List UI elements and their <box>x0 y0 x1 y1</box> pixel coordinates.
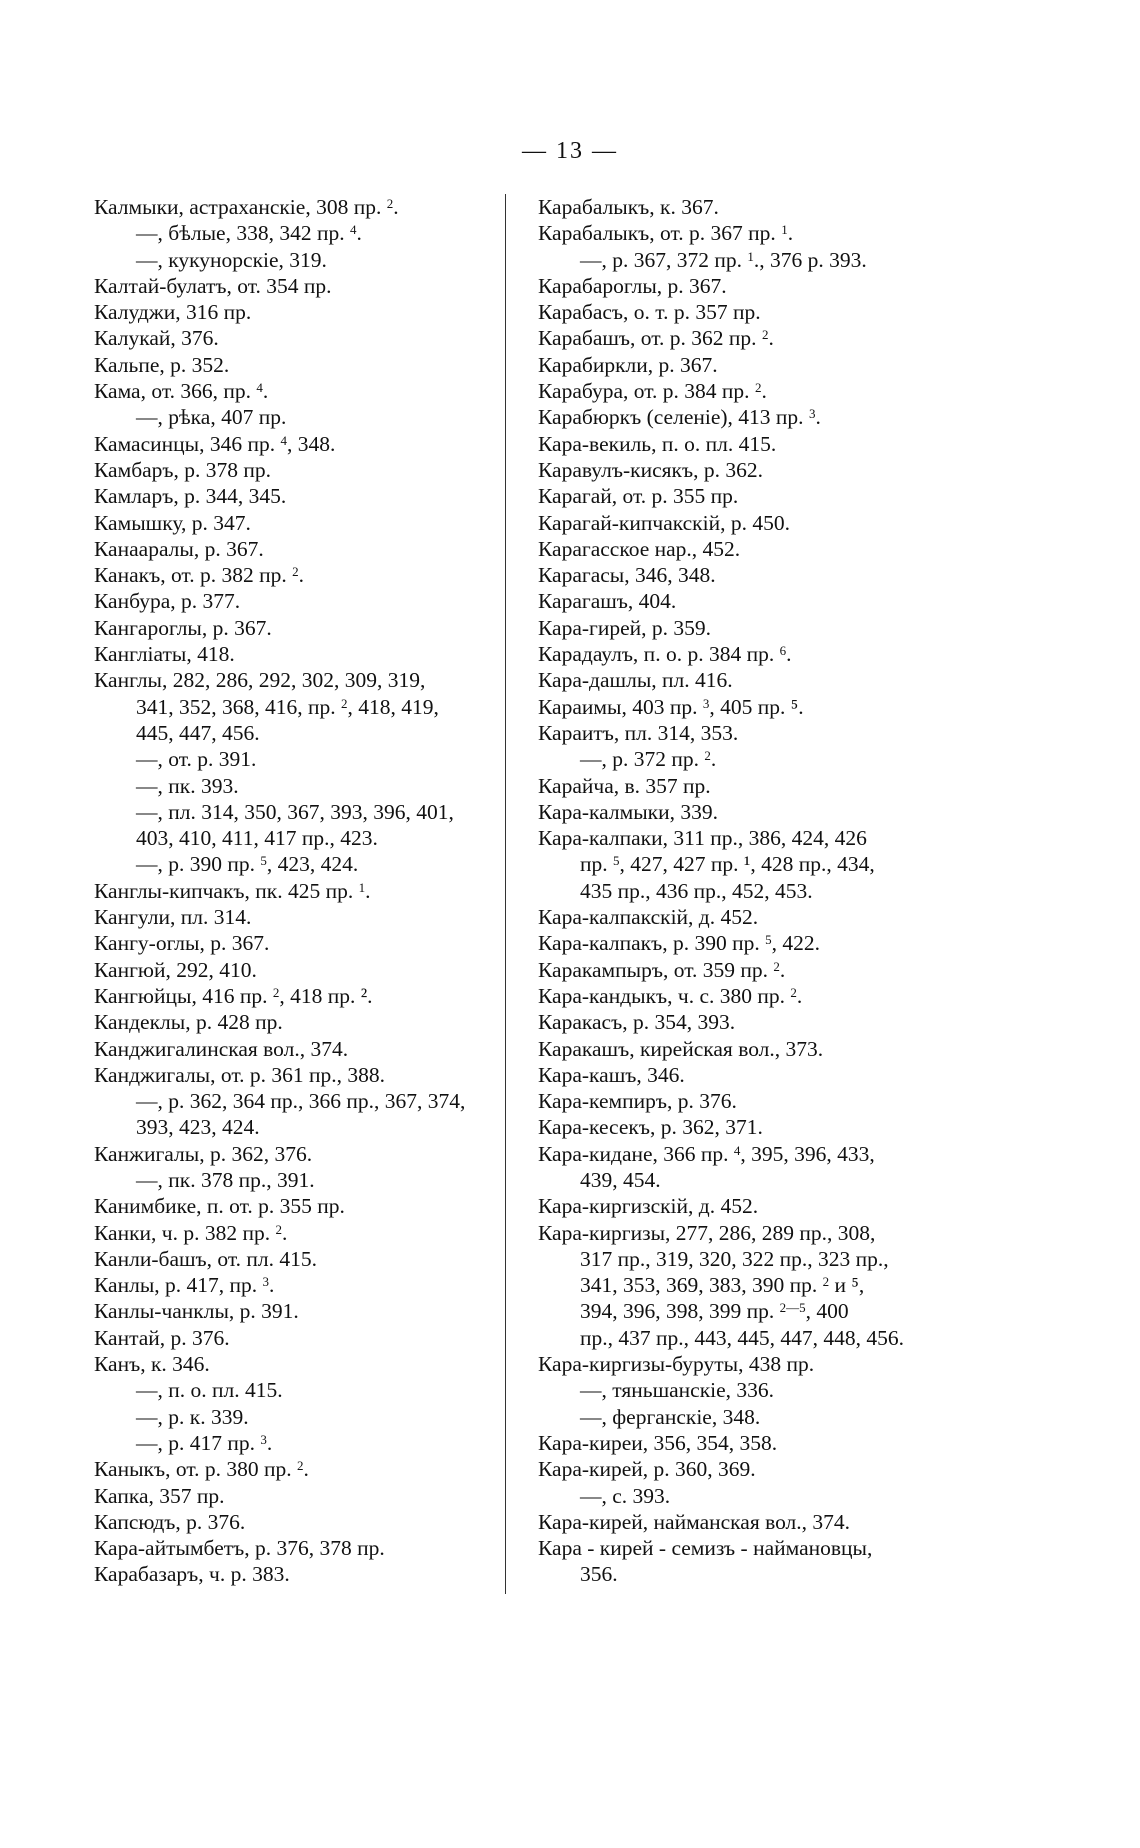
index-entry <box>538 1483 938 1509</box>
footnote-marker: 2 <box>761 327 769 343</box>
index-entry <box>538 510 938 536</box>
entry-text-tail: . <box>710 747 717 772</box>
index-entry <box>538 1009 938 1035</box>
entry-text: Капсюдъ, р. 376. <box>94 1509 246 1534</box>
entry-text: Канджигалы, от. р. 361 пр., 388. <box>94 1062 386 1087</box>
entry-text: —, р. к. 339. <box>136 1404 249 1429</box>
index-entry <box>94 1483 504 1509</box>
footnote-marker: 2 <box>297 1458 304 1474</box>
entry-text: Капка, 357 пр. <box>94 1483 225 1508</box>
index-entry <box>94 325 504 351</box>
footnote-marker: 2 <box>754 380 762 396</box>
index-entry <box>538 273 938 299</box>
entry-text: Карабалыкъ, к. 367. <box>538 195 719 219</box>
index-entry <box>94 1325 504 1351</box>
entry-text: Канки, ч. р. 382 пр. <box>94 1220 276 1245</box>
index-entry <box>94 1220 504 1246</box>
footnote-marker: 3 <box>808 406 816 422</box>
index-entry <box>538 825 938 851</box>
index-entry <box>94 799 504 825</box>
entry-text: Камасинцы, 346 пр. <box>94 431 281 456</box>
footnote-marker: 4 <box>280 432 287 448</box>
entry-text: Кара-кандыкъ, ч. с. 380 пр. <box>538 983 791 1008</box>
entry-text: Карабазаръ, ч. р. 383. <box>94 1562 290 1587</box>
index-entry <box>538 720 938 746</box>
index-entry <box>94 588 504 614</box>
index-entry <box>538 536 938 562</box>
entry-text-tail: . <box>282 1220 288 1245</box>
entry-text: Каныкъ, от. р. 380 пр. <box>94 1457 297 1482</box>
index-entry <box>94 510 504 536</box>
index-entry <box>538 1561 938 1587</box>
index-entry <box>94 1009 504 1035</box>
entry-text-tail: . <box>266 1430 273 1455</box>
entry-text: Канлы-чанклы, р. 391. <box>94 1299 299 1324</box>
index-entry <box>94 904 504 930</box>
index-entry <box>94 1141 504 1167</box>
index-entry <box>94 746 504 772</box>
index-entry <box>94 247 504 273</box>
index-entry <box>538 1456 938 1482</box>
footnote-marker: 2 <box>275 1221 283 1237</box>
index-entry <box>94 720 504 746</box>
index-entry <box>94 404 504 430</box>
entry-text: 439, 454. <box>580 1167 661 1192</box>
entry-text: Кангюй, 292, 410. <box>94 957 257 982</box>
entry-text: Каракампыръ, от. 359 пр. <box>538 957 774 982</box>
index-entry <box>538 588 938 614</box>
entry-text: 393, 423, 424. <box>136 1115 260 1140</box>
index-entry <box>94 1351 504 1377</box>
footnote-marker: 4 <box>256 380 263 396</box>
index-entry <box>94 536 504 562</box>
entry-text: Канъ, к. 346. <box>94 1352 210 1377</box>
entry-text: —, кукунорскіе, 319. <box>136 247 327 272</box>
index-entry <box>538 1404 938 1430</box>
entry-text-tail: . <box>303 1457 309 1482</box>
entry-text: —, р. 390 пр. <box>136 852 261 877</box>
entry-text-tail: ., 376 р. 393. <box>753 247 867 272</box>
entry-text: Каравулъ-кисякъ, р. 362. <box>538 457 763 482</box>
entry-text: Калуджи, 316 пр. <box>94 300 252 325</box>
entry-text: Кара-кемпиръ, р. 376. <box>538 1089 737 1114</box>
entry-text: Кара-киреи, 356, 354, 358. <box>538 1430 778 1455</box>
index-entry <box>538 1351 938 1377</box>
index-entry <box>94 220 504 246</box>
entry-text: Карагай-кипчакскій, р. 450. <box>538 510 790 535</box>
index-entry <box>94 1430 504 1456</box>
index-entry <box>94 378 504 404</box>
entry-text: —, р. 362, 364 пр., 366 пр., 367, 374, <box>136 1089 466 1114</box>
entry-text: Карабиркли, р. 367. <box>538 352 718 377</box>
entry-text: —, пл. 314, 350, 367, 393, 396, 401, <box>136 799 454 824</box>
entry-text: Карабура, от. р. 384 пр. <box>538 379 755 404</box>
footnote-marker: 5 <box>260 853 267 869</box>
entry-text-tail: . <box>787 221 794 246</box>
index-entry <box>538 562 938 588</box>
index-entry <box>538 483 938 509</box>
entry-text-tail: . <box>761 379 767 404</box>
entry-text: —, рѣка, 407 пр. <box>136 405 287 430</box>
index-entry <box>94 431 504 457</box>
index-entry <box>538 194 938 220</box>
entry-text-tail: . <box>262 379 269 404</box>
entry-text: Карагай, от. р. 355 пр. <box>538 484 739 509</box>
entry-text: Канбура, р. 377. <box>94 589 241 614</box>
entry-text: —, пк. 378 пр., 391. <box>136 1167 315 1192</box>
entry-text: —, бѣлые, 338, 342 пр. <box>136 221 350 246</box>
entry-text: Карагасы, 346, 348. <box>538 563 716 588</box>
entry-text: Кара-кидане, 366 пр. <box>538 1141 734 1166</box>
entry-text: Кара-калпакъ, р. 390 пр. <box>538 931 766 956</box>
index-entry <box>538 930 938 956</box>
index-entry <box>94 273 504 299</box>
entry-text: Кальпе, р. 352. <box>94 352 230 377</box>
index-entry <box>538 1325 938 1351</box>
index-entry <box>94 615 504 641</box>
entry-text-tail: . <box>815 405 821 430</box>
index-entry <box>538 1141 938 1167</box>
footnote-marker: 2 <box>773 958 780 974</box>
index-entry <box>94 930 504 956</box>
footnote-marker: 2 <box>790 984 797 1000</box>
footnote-marker: 1 <box>747 248 754 264</box>
entry-text: Кара-киргизскій, д. 452. <box>538 1194 759 1219</box>
entry-text: Кара-айтымбетъ, р. 376, 378 пр. <box>94 1536 385 1561</box>
index-entry <box>94 1246 504 1272</box>
entry-text: Карабашъ, от. р. 362 пр. <box>538 326 762 351</box>
footnote-marker: 2 <box>292 564 299 580</box>
entry-text-tail: . <box>796 983 803 1008</box>
index-entry <box>94 1272 504 1298</box>
index-entry <box>538 1036 938 1062</box>
index-entry <box>94 878 504 904</box>
index-entry <box>538 904 938 930</box>
index-entry <box>538 378 938 404</box>
index-entry <box>538 746 938 772</box>
index-entry <box>538 851 938 877</box>
footnote-marker: 6 <box>779 643 787 659</box>
entry-text-tail: , 422. <box>771 931 821 956</box>
entry-text: Кангюйцы, 416 пр. <box>94 983 273 1008</box>
entry-text: Кангули, пл. 314. <box>94 905 252 930</box>
index-entry <box>538 615 938 641</box>
entry-text: —, с. 393. <box>580 1483 671 1508</box>
index-column-right <box>538 194 938 1588</box>
entry-text: Каракашъ, кирейская вол., 373. <box>538 1036 824 1061</box>
footnote-marker: 2 <box>704 748 711 764</box>
index-entry <box>538 799 938 825</box>
entry-text-tail: , 400 <box>805 1299 849 1324</box>
index-entry <box>538 299 938 325</box>
index-entry <box>94 851 504 877</box>
entry-text: Караимы, 403 пр. <box>538 694 703 719</box>
entry-text: Карабасъ, о. т. р. 357 пр. <box>538 300 761 325</box>
index-entry <box>94 194 504 220</box>
entry-text: —, п. о. пл. 415. <box>136 1378 283 1403</box>
entry-text-tail: . <box>393 195 399 219</box>
index-entry <box>538 878 938 904</box>
index-entry <box>538 983 938 1009</box>
entry-text: Кара-калпаки, 311 пр., 386, 424, 426 <box>538 826 867 851</box>
entry-text: 435 пр., 436 пр., 452, 453. <box>580 878 813 903</box>
entry-text: —, от. р. 391. <box>136 747 257 772</box>
entry-text-tail: . <box>768 326 774 351</box>
entry-text: 445, 447, 456. <box>136 720 260 745</box>
index-entry <box>94 694 504 720</box>
entry-text: Кара-гирей, р. 359. <box>538 615 712 640</box>
index-entry <box>538 404 938 430</box>
entry-text: Канглы, 282, 286, 292, 302, 309, 319, <box>94 668 426 693</box>
entry-text: —, пк. 393. <box>136 773 239 798</box>
index-entry <box>94 1456 504 1482</box>
index-entry <box>94 1088 504 1114</box>
entry-text: 341, 353, 369, 383, 390 пр. <box>580 1273 823 1298</box>
entry-text: Кара-кирей, р. 360, 369. <box>538 1457 756 1482</box>
footnote-marker: 2—5 <box>779 1300 806 1316</box>
index-entry <box>94 1561 504 1587</box>
footnote-marker: 5 <box>765 932 772 948</box>
footnote-marker: 2 <box>341 695 348 711</box>
index-entry <box>538 1246 938 1272</box>
entry-text: Канакъ, от. р. 382 пр. <box>94 563 293 588</box>
footnote-marker: 3 <box>260 1431 267 1447</box>
index-entry <box>538 1298 938 1324</box>
index-entry <box>538 1220 938 1246</box>
entry-text-tail: . <box>779 957 786 982</box>
page-number: — 13 — <box>522 138 618 164</box>
entry-text: Кара-кашъ, 346. <box>538 1062 685 1087</box>
footnote-marker: 2 <box>386 196 394 211</box>
entry-text: 356. <box>580 1562 618 1587</box>
index-entry <box>538 1088 938 1114</box>
index-entry <box>94 1036 504 1062</box>
entry-text: Карайча, в. 357 пр. <box>538 773 711 798</box>
footnote-marker: 5 <box>613 853 620 869</box>
index-entry <box>538 1430 938 1456</box>
index-entry <box>538 641 938 667</box>
entry-text: Канглы-кипчакъ, пк. 425 пр. <box>94 878 359 903</box>
footnote-marker: 4 <box>349 222 357 238</box>
entry-text-tail: и ⁵, <box>829 1273 865 1298</box>
index-entry <box>94 983 504 1009</box>
entry-text: —, р. 417 пр. <box>136 1430 261 1455</box>
index-entry <box>94 1509 504 1535</box>
index-entry <box>94 1167 504 1193</box>
index-entry <box>538 694 938 720</box>
index-entry <box>538 247 938 273</box>
index-entry <box>94 299 504 325</box>
entry-text-tail: , 418, 419, <box>347 694 439 719</box>
index-entry <box>538 457 938 483</box>
entry-text-tail: . <box>298 563 304 588</box>
index-entry <box>94 1298 504 1324</box>
entry-text: Кантай, р. 376. <box>94 1325 230 1350</box>
index-entry <box>94 1114 504 1140</box>
entry-text-tail: , 423, 424. <box>266 852 359 877</box>
entry-text: —, р. 367, 372 пр. <box>580 247 748 272</box>
index-entry <box>538 325 938 351</box>
entry-text: Кангароглы, р. 367. <box>94 615 272 640</box>
entry-text: Кама, от. 366, пр. <box>94 379 257 404</box>
entry-text: Калтай-булатъ, от. 354 пр. <box>94 273 332 298</box>
footnote-marker: 3 <box>262 1274 270 1290</box>
entry-text: 341, 352, 368, 416, пр. <box>136 694 342 719</box>
footnote-marker: 4 <box>733 1142 741 1158</box>
entry-text: Каракасъ, р. 354, 393. <box>538 1010 736 1035</box>
index-entry <box>94 1535 504 1561</box>
entry-text: Кандеклы, р. 428 пр. <box>94 1010 283 1035</box>
index-entry <box>538 773 938 799</box>
index-entry <box>538 1535 938 1561</box>
index-entry <box>94 1062 504 1088</box>
entry-text: —, р. 372 пр. <box>580 747 705 772</box>
footnote-marker: 2 <box>272 984 280 1000</box>
index-entry <box>538 957 938 983</box>
entry-text-tail: . <box>786 642 792 667</box>
entry-text: Кара-киргизы, 277, 286, 289 пр., 308, <box>538 1220 876 1245</box>
entry-text-tail: . <box>356 221 362 246</box>
index-entry <box>538 1193 938 1219</box>
index-entry <box>538 1062 938 1088</box>
entry-text: 317 пр., 319, 320, 322 пр., 323 пр., <box>580 1246 889 1271</box>
entry-text: Камбаръ, р. 378 пр. <box>94 457 272 482</box>
index-entry <box>94 641 504 667</box>
entry-text: Караитъ, пл. 314, 353. <box>538 720 739 745</box>
entry-text-tail: . <box>365 878 371 903</box>
index-entry <box>94 1404 504 1430</box>
entry-text: пр. <box>580 852 614 877</box>
index-entry <box>538 220 938 246</box>
entry-text: Карабалыкъ, от. р. 367 пр. <box>538 221 782 246</box>
entry-text: —, ферганскіе, 348. <box>580 1404 761 1429</box>
index-entry <box>538 352 938 378</box>
entry-text: Кара-кирей, найманская вол., 374. <box>538 1509 851 1534</box>
index-entry <box>538 431 938 457</box>
entry-text: Кангліаты, 418. <box>94 642 235 667</box>
entry-text: Кара-кесекъ, р. 362, 371. <box>538 1115 763 1140</box>
entry-text: Карагасское нар., 452. <box>538 536 741 561</box>
footnote-marker: 2 <box>822 1274 830 1290</box>
index-entry <box>94 352 504 378</box>
index-entry <box>94 457 504 483</box>
entry-text: Канли-башъ, от. пл. 415. <box>94 1246 318 1271</box>
entry-text: Камышку, р. 347. <box>94 510 251 535</box>
entry-text-tail: , 427, 427 пр. ¹, 428 пр., 434, <box>619 852 875 877</box>
index-column-left <box>94 194 504 1588</box>
entry-text: Канжигалы, р. 362, 376. <box>94 1141 313 1166</box>
entry-text: Кара-калпакскій, д. 452. <box>538 905 759 930</box>
index-entry <box>94 483 504 509</box>
entry-text-tail: . <box>269 1273 275 1298</box>
entry-text: Кангу-оглы, р. 367. <box>94 931 270 956</box>
index-entry <box>538 1509 938 1535</box>
entry-text: Калмыки, астраханскіе, 308 пр. <box>94 195 387 219</box>
index-entry <box>538 1114 938 1140</box>
entry-text: Карабюркъ (селеніе), 413 пр. <box>538 405 809 430</box>
column-divider <box>505 194 506 1594</box>
entry-text-tail: , 418 пр. ². <box>279 983 373 1008</box>
entry-text: 394, 396, 398, 399 пр. <box>580 1299 780 1324</box>
index-entry <box>538 667 938 693</box>
footnote-marker: 3 <box>702 695 710 711</box>
entry-text: Кара-киргизы-буруты, 438 пр. <box>538 1352 815 1377</box>
entry-text: —, тяньшанскіе, 336. <box>580 1378 775 1403</box>
footnote-marker: 1 <box>358 879 366 895</box>
index-entry <box>94 1377 504 1403</box>
index-entry <box>94 773 504 799</box>
index-entry <box>94 667 504 693</box>
entry-text: Карадаулъ, п. о. р. 384 пр. <box>538 642 780 667</box>
index-entry <box>538 1377 938 1403</box>
entry-text: Калукай, 376. <box>94 326 219 351</box>
entry-text: Канджигалинская вол., 374. <box>94 1036 349 1061</box>
entry-text: Канимбике, п. от. р. 355 пр. <box>94 1194 345 1219</box>
entry-text: Канааралы, р. 367. <box>94 536 264 561</box>
entry-text: Канлы, р. 417, пр. <box>94 1273 263 1298</box>
entry-text: Кара-калмыки, 339. <box>538 799 719 824</box>
entry-text: Кара - кирей - семизъ - наймановцы, <box>538 1536 873 1561</box>
entry-text-tail: , 405 пр. ⁵. <box>709 694 804 719</box>
entry-text: 403, 410, 411, 417 пр., 423. <box>136 826 378 851</box>
entry-text: Камларъ, р. 344, 345. <box>94 484 287 509</box>
entry-text: Кара-векиль, п. о. пл. 415. <box>538 431 777 456</box>
index-entry <box>538 1272 938 1298</box>
entry-text: Карагашъ, 404. <box>538 589 677 614</box>
entry-text-tail: , 348. <box>287 431 336 456</box>
index-entry <box>94 562 504 588</box>
index-entry <box>94 825 504 851</box>
index-entry <box>94 957 504 983</box>
index-entry <box>94 1193 504 1219</box>
footnote-marker: 1 <box>781 222 788 238</box>
entry-text: Кара-дашлы, пл. 416. <box>538 668 733 693</box>
entry-text: пр., 437 пр., 443, 445, 447, 448, 456. <box>580 1325 905 1350</box>
entry-text-tail: , 395, 396, 433, <box>740 1141 875 1166</box>
index-entry <box>538 1167 938 1193</box>
entry-text: Карабароглы, р. 367. <box>538 273 727 298</box>
